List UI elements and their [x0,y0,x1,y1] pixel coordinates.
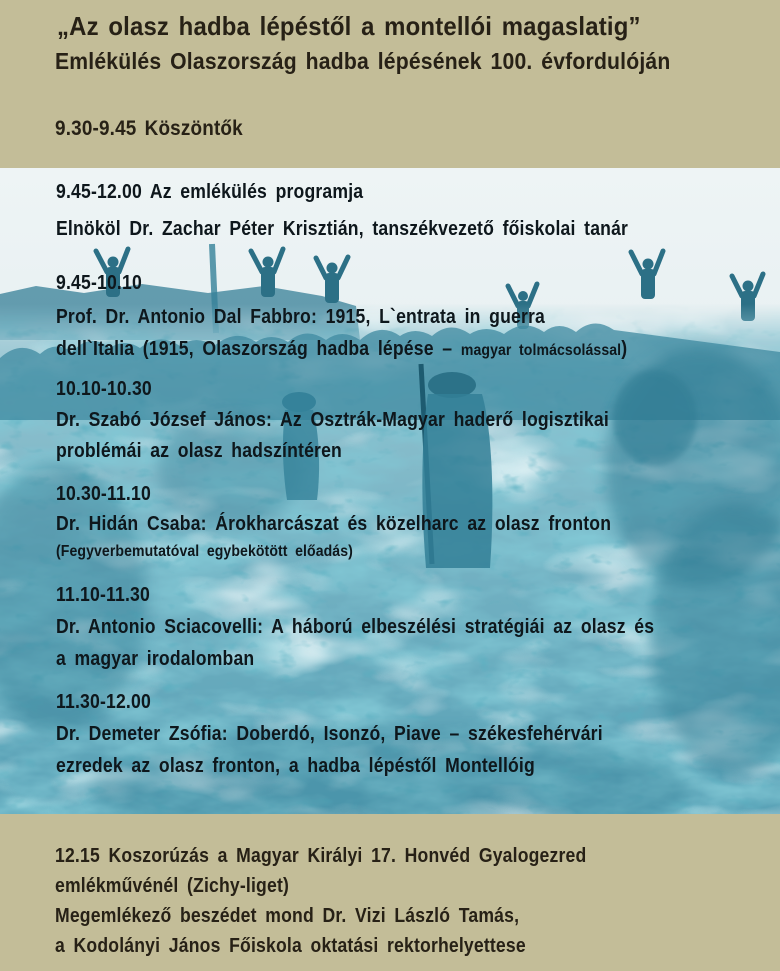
line-text: dell`Italia (1915, Olaszország hadba lépése – [56,338,453,360]
program-item-line: Dr. Szabó József János: Az Osztrák-Magyar haderő logisztikai [56,409,609,431]
program-text-overlay [0,168,780,814]
closing-line: Megemlékező beszédet mond Dr. Vizi László Tamás, [55,905,520,927]
program-item-line: Dr. Hidán Csaba: Árokharcászat és közelharc az olasz fronton [56,513,612,535]
closing-line: 12.15 Koszorúzás a Magyar Királyi 17. Honvéd Gyalogezred [55,845,587,867]
program-item-time: 11.10-11.30 [56,584,150,606]
program-item-note: (Fegyverbemutatóval egybekötött előadás) [56,543,353,560]
session-title: 9.45-12.00 Az emlékülés programja [56,181,364,203]
program-item-line: Dr. Demeter Zsófia: Doberdó, Isonzó, Piave – székesfehérvári [56,723,603,745]
program-item-time: 10.10-10.30 [56,378,152,400]
program-item-time: 9.45-10.10 [56,272,142,294]
closing-line: emlékművénél (Zichy-liget) [55,875,290,897]
program-item-time: 10.30-11.10 [56,483,151,505]
program-item-line: a magyar irodalomban [56,648,255,670]
closing-line: a Kodolányi János Főiskola oktatási rektorhelyettese [55,935,526,957]
program-item-line: problémái az olasz hadszíntéren [56,440,342,462]
welcome-slot: 9.30-9.45 Köszöntők [55,117,243,140]
session-chair: Elnököl Dr. Zachar Péter Krisztián, tanszékvezető főiskolai tanár [56,218,629,240]
program-item-line: Prof. Dr. Antonio Dal Fabbro: 1915, L`entrata in guerra [56,306,545,328]
poster-subtitle: Emlékülés Olaszország hadba lépésének 100. évfordulóján [55,48,671,74]
program-item-line: Dr. Antonio Sciacovelli: A háború elbeszélési stratégiái az olasz és [56,616,655,638]
poster-header [0,0,780,168]
program-item-time: 11.30-12.00 [56,691,151,713]
closing-section [0,814,780,971]
line-text-small: magyar tolmácsolással [460,342,622,359]
line-text: ) [621,338,628,360]
photo-section [0,168,780,814]
program-item-line: ezredek az olasz fronton, a hadba lépéstől Montellóig [56,755,535,777]
program-item-line [56,338,627,361]
poster-title: „Az olasz hadba lépéstől a montellói magaslatig” [57,11,641,41]
